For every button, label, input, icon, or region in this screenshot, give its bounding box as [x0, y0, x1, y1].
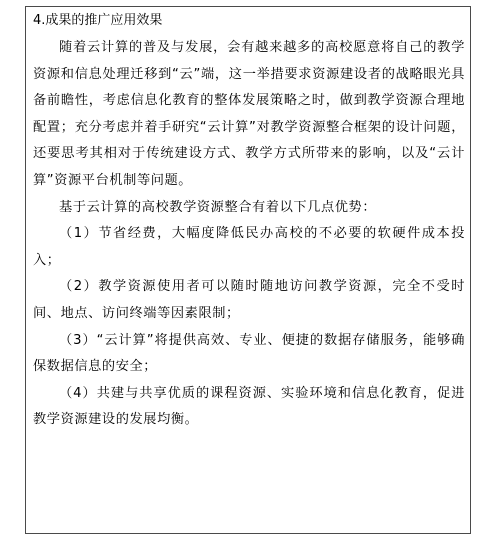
section-heading: 4.成果的推广应用效果: [33, 13, 163, 28]
paragraph-intro: 随着云计算的普及与发展，会有越来越多的高校愿意将自己的教学资源和信息处理迁移到“云”端，这一举措要求资源建设者的战略眼光具备前瞻性，考虑信息化教育的整体发展策略之时，做到教学资源合理地配置；充分考虑并着手研究“云计算”对教学资源整合框架的设计问题，还要思考其相对于传统建设方式、教学方式所带来的影响，以及“云计算”资源平台机制等问题。: [33, 40, 465, 188]
document-content: [33, 11, 465, 434]
paragraph-advantages-lead: 基于云计算的高校教学资源整合有着以下几点优势：: [59, 199, 377, 215]
paragraph-advantage-1: （1）节省经费，大幅度降低民办高校的不必要的软硬件成本投入；: [33, 226, 465, 268]
paragraph-advantage-2: （2）教学资源使用者可以随时随地访问教学资源，完全不受时间、地点、访问终端等因素限制；: [33, 279, 465, 321]
document-table-cell: [25, 6, 471, 534]
paragraph-advantage-4: （4）共建与共享优质的课程资源、实验环境和信息化教育，促进教学资源建设的发展均衡。: [33, 385, 465, 428]
paragraph-advantage-3: （3）“云计算”将提供高效、专业、便捷的数据存储服务，能够确保数据信息的安全；: [33, 332, 465, 375]
